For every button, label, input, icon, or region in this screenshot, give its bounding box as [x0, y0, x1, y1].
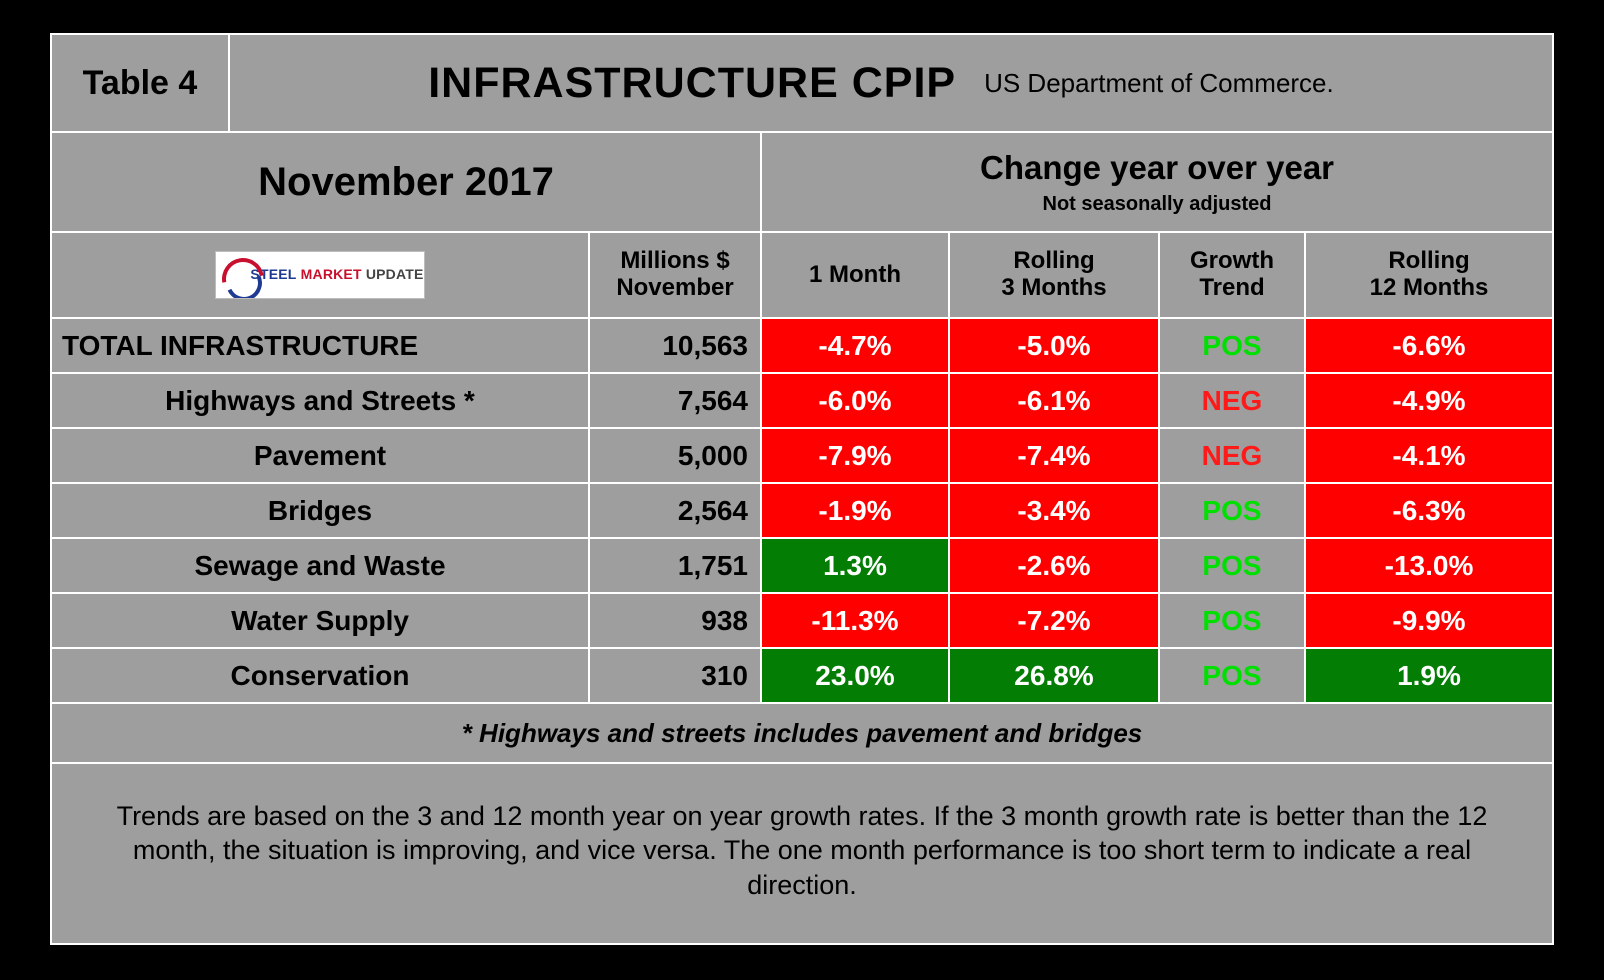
row-rolling3-change: -3.4%: [950, 484, 1160, 537]
column-header-value-line1: Millions $: [620, 247, 730, 275]
seasonal-adjust-note: Not seasonally adjusted: [1042, 192, 1272, 215]
column-header-row: [52, 233, 1552, 319]
change-title: Change year over year: [979, 148, 1335, 186]
column-header-trend-line2: Trend: [1199, 274, 1265, 301]
logo-cell: [52, 233, 590, 317]
row-growth-trend: POS: [1160, 594, 1306, 647]
row-one-month-change: -4.7%: [762, 319, 950, 372]
row-rolling12-change: -4.1%: [1306, 429, 1552, 482]
logo-text-update: UPDATE: [365, 266, 424, 283]
table-footnote: * Highways and streets includes pavement and bridges: [52, 704, 1552, 764]
table-row: [52, 374, 1552, 429]
steel-market-update-logo: [215, 251, 425, 299]
row-value-millions: 7,564: [590, 374, 762, 427]
table-notes: Trends are based on the 3 and 12 month year on year growth rates. If the 3 month growth rate is better than the 12 month, the situation is improving, and vice versa. The one month performance is too short term to indicate a real direction.: [116, 800, 1488, 900]
column-header-rolling12-line1: Rolling: [1388, 247, 1470, 275]
column-header-one-month: 1 Month: [762, 233, 950, 317]
row-rolling3-change: -7.2%: [950, 594, 1160, 647]
table-number: Table 4: [52, 35, 230, 131]
table-body: [52, 319, 1552, 704]
table-title-row: [52, 35, 1552, 133]
row-label: Water Supply: [52, 594, 590, 647]
logo-text-steel: STEEL: [250, 266, 297, 283]
row-growth-trend: POS: [1160, 539, 1306, 592]
row-rolling3-change: -5.0%: [950, 319, 1160, 372]
column-header-trend-line1: Growth: [1190, 247, 1274, 275]
row-rolling3-change: 26.8%: [950, 649, 1160, 702]
row-rolling3-change: -2.6%: [950, 539, 1160, 592]
column-header-rolling12-line2: 12 Months: [1369, 274, 1489, 301]
row-value-millions: 5,000: [590, 429, 762, 482]
row-rolling12-change: -6.3%: [1306, 484, 1552, 537]
table-row: [52, 484, 1552, 539]
row-rolling3-change: -7.4%: [950, 429, 1160, 482]
period-label: November 2017: [52, 133, 762, 231]
infrastructure-cpip-table: [50, 33, 1554, 945]
row-one-month-change: -11.3%: [762, 594, 950, 647]
row-growth-trend: POS: [1160, 319, 1306, 372]
row-growth-trend: NEG: [1160, 374, 1306, 427]
row-label: TOTAL INFRASTRUCTURE: [52, 319, 590, 372]
row-value-millions: 10,563: [590, 319, 762, 372]
table-row: [52, 594, 1552, 649]
logo-text-market: MARKET: [300, 266, 362, 283]
row-one-month-change: -1.9%: [762, 484, 950, 537]
row-label: Conservation: [52, 649, 590, 702]
row-value-millions: 310: [590, 649, 762, 702]
row-rolling12-change: 1.9%: [1306, 649, 1552, 702]
column-header-value-line2: November: [616, 274, 734, 301]
row-value-millions: 2,564: [590, 484, 762, 537]
row-one-month-change: 23.0%: [762, 649, 950, 702]
column-header-rolling3: [950, 233, 1160, 317]
data-source-label: US Department of Commerce.: [984, 67, 1334, 98]
row-label: Highways and Streets *: [52, 374, 590, 427]
table-row: [52, 429, 1552, 484]
table-title-block: [230, 35, 1552, 131]
column-header-value: [590, 233, 762, 317]
row-label: Sewage and Waste: [52, 539, 590, 592]
row-growth-trend: NEG: [1160, 429, 1306, 482]
change-header-block: [762, 133, 1552, 231]
page-title: INFRASTRUCTURE CPIP: [428, 58, 957, 107]
row-rolling3-change: -6.1%: [950, 374, 1160, 427]
row-growth-trend: POS: [1160, 649, 1306, 702]
row-rolling12-change: -6.6%: [1306, 319, 1552, 372]
column-header-rolling3-line1: Rolling: [1013, 247, 1095, 275]
row-one-month-change: 1.3%: [762, 539, 950, 592]
row-value-millions: 938: [590, 594, 762, 647]
row-label: Pavement: [52, 429, 590, 482]
logo-text: [250, 267, 423, 283]
row-rolling12-change: -9.9%: [1306, 594, 1552, 647]
column-header-trend: [1160, 233, 1306, 317]
table-subheader-row: [52, 133, 1552, 233]
column-header-rolling12: [1306, 233, 1552, 317]
row-rolling12-change: -13.0%: [1306, 539, 1552, 592]
row-one-month-change: -7.9%: [762, 429, 950, 482]
column-header-rolling3-line2: 3 Months: [1001, 274, 1107, 301]
row-one-month-change: -6.0%: [762, 374, 950, 427]
table-row: [52, 539, 1552, 594]
table-row: [52, 319, 1552, 374]
table-row: [52, 649, 1552, 704]
row-rolling12-change: -4.9%: [1306, 374, 1552, 427]
row-growth-trend: POS: [1160, 484, 1306, 537]
row-label: Bridges: [52, 484, 590, 537]
row-value-millions: 1,751: [590, 539, 762, 592]
